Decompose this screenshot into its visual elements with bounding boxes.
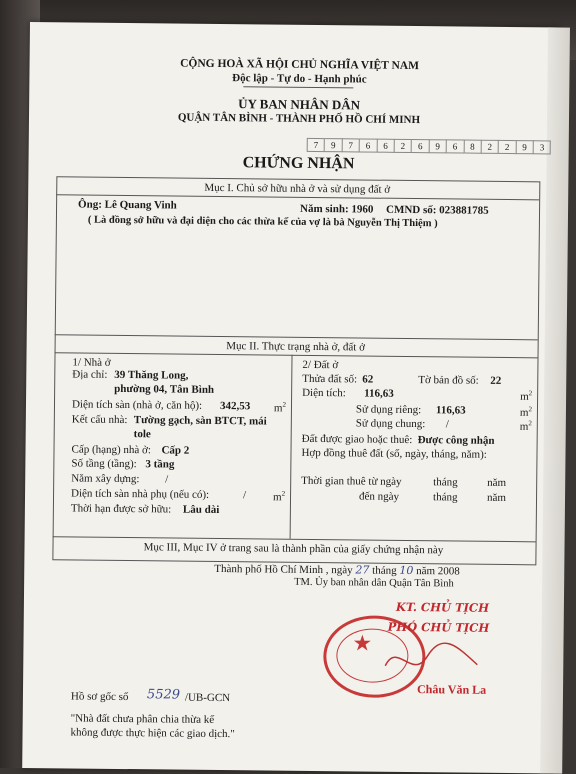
map-sheet-label: Tờ bản đồ số: — [418, 374, 479, 387]
unit-m: m — [519, 420, 529, 433]
district-heading: QUẬN TÂN BÌNH - THÀNH PHỐ HỒ CHÍ MINH — [177, 111, 421, 127]
lease-from-month: tháng — [433, 476, 458, 489]
serial-digit: 2 — [499, 140, 517, 154]
house-title: 1/ Nhà ở — [72, 356, 111, 369]
serial-digit: 8 — [464, 140, 482, 154]
lease-from-label: Thời gian thuê từ ngày — [301, 474, 402, 488]
next-page-edge — [540, 27, 570, 773]
parcel-label: Thửa đất số: — [302, 372, 358, 386]
private-use-value: 116,63 — [435, 404, 466, 417]
owner-note: ( Là đồng sở hữu và đại diện cho các thừa kế của vợ là bà Nguyễn Thị Thiệm ) — [87, 214, 438, 230]
aux-area-value: / — [242, 489, 247, 502]
lease-to-month: tháng — [432, 491, 458, 504]
address-label: Địa chỉ: — [72, 368, 108, 381]
ownership-term-value: Lâu dài — [182, 503, 220, 517]
signature — [377, 636, 488, 687]
file-suffix: /UB-GCN — [184, 691, 231, 705]
floor-area-label: Diện tích sàn (nhà ở, căn hộ): — [71, 398, 203, 412]
section1-heading: Mục I. Chủ sở hữu nhà ở và sử dụng đất ở — [204, 181, 391, 196]
unit-m2 — [274, 401, 286, 415]
serial-digit: 7 — [342, 138, 360, 152]
serial-digit: 9 — [516, 140, 534, 154]
build-year-value: / — [165, 473, 169, 486]
serial-digit: 2 — [482, 140, 500, 154]
unit-m2 — [520, 405, 532, 419]
lease-to-label: đến ngày — [358, 490, 400, 503]
serial-digit: 9 — [325, 138, 343, 152]
structure-label: Kết cấu nhà: — [71, 413, 128, 427]
map-sheet-value: 22 — [490, 374, 502, 387]
floors-value: 3 tầng — [145, 458, 175, 471]
private-use-label: Sử dụng riêng: — [355, 403, 422, 417]
land-title: 2/ Đất ở — [302, 358, 339, 372]
certificate-page — [22, 22, 560, 774]
unit-exponent: 2 — [282, 400, 287, 409]
warning-line2: không được thực hiện các giao dịch." — [70, 726, 235, 741]
motto: Độc lập - Tự do - Hạnh phúc — [232, 72, 367, 86]
floors-label: Số tầng (tầng): — [71, 457, 137, 471]
certificate-title: CHỨNG NHẬN — [242, 154, 355, 173]
issue-month: 10 — [399, 563, 414, 578]
serial-number — [307, 138, 552, 155]
floor-area-value: 342,53 — [219, 400, 251, 413]
aux-area-label: Diện tích sàn nhà phụ (nếu có): — [71, 487, 210, 501]
structure-value-cont: tole — [133, 428, 151, 441]
shared-use-label: Sử dụng chung: — [355, 417, 426, 431]
serial-digit: 3 — [534, 140, 552, 154]
month-label: tháng — [372, 564, 397, 577]
owner-name: Ông: Lê Quang Vinh — [78, 198, 177, 212]
motto-underline — [243, 86, 353, 88]
lease-from-year: năm — [487, 476, 507, 490]
shared-use-value: / — [445, 418, 449, 431]
ownership-term-label: Thời hạn được sở hữu: — [70, 502, 172, 516]
issue-place-date — [214, 562, 460, 578]
parcel-value: 62 — [362, 373, 374, 386]
grade-label: Cấp (hạng) nhà ở: — [71, 443, 152, 457]
unit-exponent: 2 — [281, 489, 286, 498]
serial-digit: 6 — [412, 139, 430, 153]
id-number: CMND số: 023881785 — [385, 203, 489, 217]
unit-exponent: 2 — [528, 405, 533, 414]
build-year-label: Năm xây dựng: — [71, 472, 140, 486]
section2-heading: Mục II. Thực trạng nhà ở, đất ở — [226, 340, 366, 354]
birth-year: Năm sinh: 1960 — [299, 202, 374, 216]
unit-exponent: 2 — [528, 419, 532, 428]
structure-value: Tường gạch, sàn BTCT, mái — [133, 414, 267, 428]
for-committee: TM. Ủy ban nhân dân Quận Tân Bình — [294, 576, 454, 590]
serial-digit: 6 — [447, 139, 465, 153]
serial-digit: 2 — [395, 139, 413, 153]
unit-m: m — [273, 402, 283, 415]
unit-m2 — [273, 490, 285, 504]
unit-m2 — [520, 389, 532, 403]
land-area-label: Diện tích: — [302, 386, 346, 400]
allocation-label: Đất được giao hoặc thuê: — [301, 432, 413, 447]
address-line2: phường 04, Tân Bình — [114, 382, 215, 396]
unit-m2 — [520, 419, 532, 433]
unit-m: m — [272, 491, 282, 504]
unit-m: m — [520, 390, 529, 403]
city-date-label: Thành phố Hồ Chí Minh , ngày — [214, 562, 353, 577]
unit-exponent: 2 — [528, 389, 533, 398]
serial-digit: 9 — [429, 139, 447, 153]
signer-name: Châu Văn La — [416, 682, 487, 697]
signer-position: PHÓ CHỦ TỊCH — [387, 619, 490, 635]
serial-digit: 6 — [377, 139, 395, 153]
grade-value: Cấp 2 — [161, 444, 190, 457]
lease-to-year: năm — [486, 491, 507, 505]
signer-title: KT. CHỦ TỊCH — [395, 599, 490, 615]
issue-year: năm 2008 — [416, 565, 460, 578]
issue-day: 27 — [355, 563, 370, 577]
allocation-value: Được công nhận — [417, 434, 495, 447]
file-number: 5529 — [146, 687, 181, 703]
address-line1: 39 Thăng Long, — [114, 368, 189, 382]
land-area-value: 116,63 — [364, 387, 394, 400]
unit-m: m — [519, 406, 529, 419]
warning-line1: "Nhà đất chưa phân chia thừa kế — [70, 712, 215, 726]
country-heading: CỘNG HOÀ XÃ HỘI CHỦ NGHĨA VIỆT NAM — [180, 57, 420, 73]
continuation-note: Mục III, Mục IV ở trang sau là thành phần của giấy chứng nhận này — [143, 541, 444, 557]
star-icon: ★ — [352, 630, 373, 656]
serial-digit: 7 — [307, 138, 326, 152]
committee-heading: ỦY BAN NHÂN DÂN — [238, 96, 361, 113]
serial-digit: 6 — [360, 138, 378, 152]
lease-contract-label: Hợp đồng thuê đất (số, ngày, tháng, năm): — [301, 446, 487, 461]
file-label: Hồ sơ gốc số — [70, 690, 129, 704]
